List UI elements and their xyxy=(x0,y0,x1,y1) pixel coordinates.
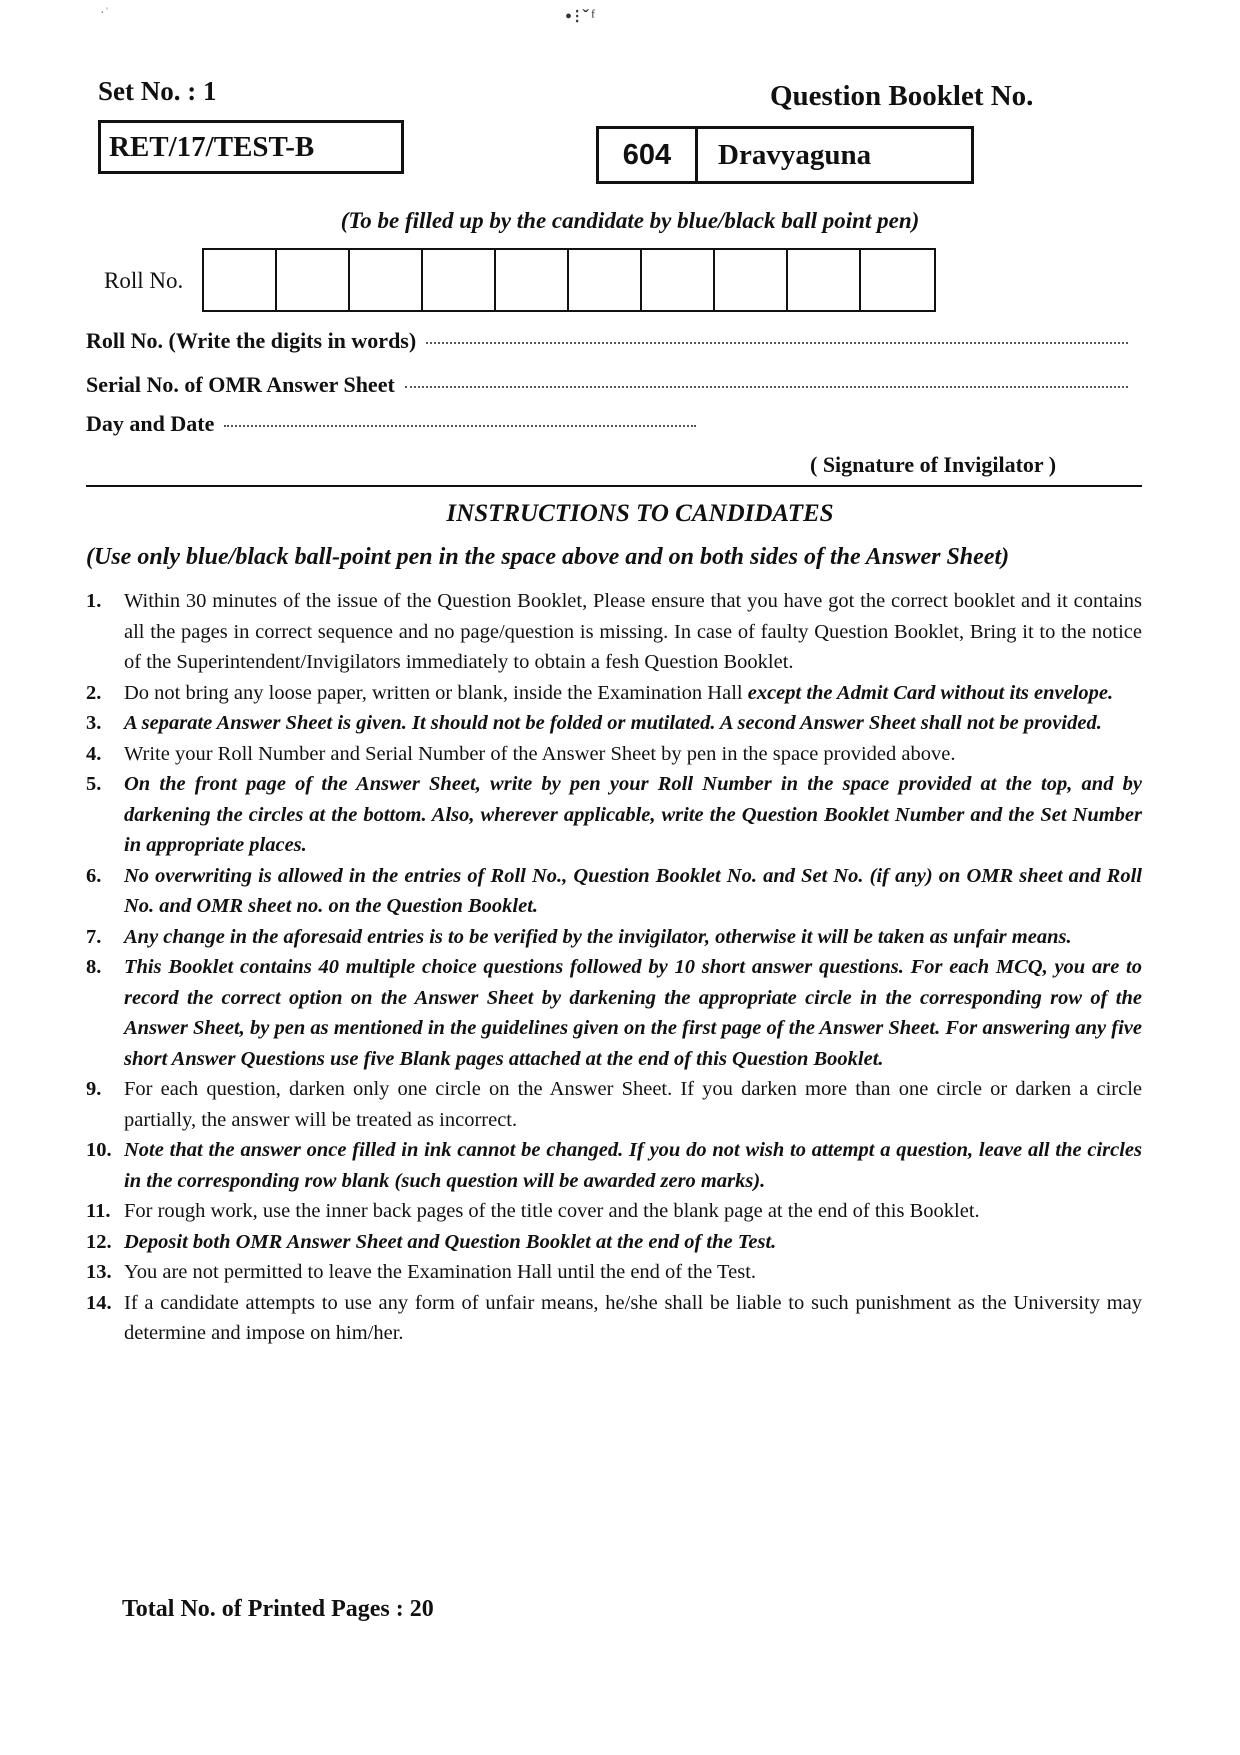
roll-no-digit-box[interactable] xyxy=(204,250,277,310)
instructions-list xyxy=(86,586,1142,1349)
instruction-emphasis-text: On the front page of the Answer Sheet, write by pen your Roll Number in the space provided at the top, and by darkening the circles at the bottom. Also, wherever applicable, write the Question Booklet Number and the Set Number in appropriate places. xyxy=(124,773,1142,856)
divider xyxy=(86,485,1142,487)
instruction-number: 2. xyxy=(86,681,102,704)
question-booklet-label: Question Booklet No. xyxy=(770,80,1034,112)
instruction-emphasis-text: Any change in the aforesaid entries is to be verified by the invigilator, otherwise it will be taken as unfair means. xyxy=(124,925,1072,948)
instruction-text xyxy=(124,1196,1142,1227)
roll-no-digit-box[interactable] xyxy=(496,250,569,310)
set-number: Set No. : 1 xyxy=(98,76,217,106)
total-printed-pages: Total No. of Printed Pages : 20 xyxy=(122,1596,434,1622)
instruction-number: 8. xyxy=(86,956,102,978)
instruction-item xyxy=(86,1135,1142,1196)
instruction-emphasis-text: A separate Answer Sheet is given. It should not be folded or mutilated. A second Answer Sheet shall not be provided. xyxy=(124,712,1102,734)
instruction-text xyxy=(124,1135,1142,1196)
instruction-item xyxy=(86,861,1142,922)
instructions-title: INSTRUCTIONS TO CANDIDATES xyxy=(446,500,834,527)
instruction-text xyxy=(124,922,1142,953)
instruction-text xyxy=(124,952,1142,1074)
instruction-text xyxy=(124,1288,1142,1349)
subject-box xyxy=(596,126,974,184)
roll-no-digit-box[interactable] xyxy=(642,250,715,310)
instruction-text xyxy=(124,1074,1142,1135)
instruction-number: 9. xyxy=(86,1078,102,1100)
instruction-plain-text: You are not permitted to leave the Examination Hall until the end of the Test. xyxy=(124,1261,757,1283)
day-date-line xyxy=(86,411,696,437)
instruction-text xyxy=(124,586,1142,678)
instruction-item xyxy=(86,1074,1142,1135)
subject-code: 604 xyxy=(599,129,698,181)
instruction-emphasis-text: Note that the answer once filled in ink cannot be changed. If you do not wish to attempt a question, leave all the circles in the corresponding row blank (such question will be awarded zero marks). xyxy=(124,1139,1142,1192)
instruction-item xyxy=(86,1257,1142,1288)
instruction-text xyxy=(124,708,1142,739)
instruction-number: 7. xyxy=(86,925,102,948)
instruction-item xyxy=(86,739,1142,770)
instruction-number: 14. xyxy=(86,1291,112,1314)
day-date-field[interactable] xyxy=(224,425,696,427)
serial-label: Serial No. of OMR Answer Sheet xyxy=(86,372,395,397)
serial-field[interactable] xyxy=(405,386,1128,388)
instruction-emphasis-text: Deposit both OMR Answer Sheet and Question Booklet at the end of the Test. xyxy=(124,1230,777,1253)
roll-no-digit-box[interactable] xyxy=(861,250,934,310)
roll-no-digit-box[interactable] xyxy=(350,250,423,310)
instruction-text xyxy=(124,1257,1142,1288)
scan-artifact: •⁝ˇᶠ xyxy=(565,6,598,28)
instruction-item xyxy=(86,769,1142,861)
instruction-plain-text: For each question, darken only one circle on the Answer Sheet. If you darken more than one circle or darken a circle partially, the answer will be treated as incorrect. xyxy=(124,1078,1142,1131)
roll-no-digit-box[interactable] xyxy=(569,250,642,310)
roll-no-digit-box[interactable] xyxy=(715,250,788,310)
instruction-number: 10. xyxy=(86,1139,112,1161)
instruction-plain-text: Write your Roll Number and Serial Number of the Answer Sheet by pen in the space provided above. xyxy=(124,742,956,765)
roll-no-digit-box[interactable] xyxy=(277,250,350,310)
instruction-plain-text: Within 30 minutes of the issue of the Question Booklet, Please ensure that you have got the correct booklet and it contains all the pages in correct sequence and no page/question is missing. In case of faulty Question Booklet, Bring it to the notice of the Superintendent/Invigilators immediately to obtain a fesh Question Booklet. xyxy=(124,590,1142,673)
scan-artifact: ·ˈ xyxy=(100,6,110,21)
roll-no-label: Roll No. xyxy=(104,268,184,293)
day-date-label: Day and Date xyxy=(86,411,215,436)
instruction-text xyxy=(124,739,1142,770)
instruction-item xyxy=(86,586,1142,678)
instruction-number: 1. xyxy=(86,590,102,612)
test-code-box xyxy=(98,120,404,174)
serial-line xyxy=(86,372,1128,398)
instruction-number: 3. xyxy=(86,712,102,734)
instruction-item xyxy=(86,1288,1142,1349)
instruction-text xyxy=(124,678,1142,709)
instruction-plain-text: For rough work, use the inner back pages of the title cover and the blank page at the end of this Booklet. xyxy=(124,1200,980,1222)
instruction-text xyxy=(124,769,1142,861)
test-code: RET/17/TEST-B xyxy=(109,130,315,163)
fill-note: (To be filled up by the candidate by blue/black ball point pen) xyxy=(340,208,920,233)
instruction-number: 13. xyxy=(86,1261,112,1283)
invigilator-signature-label: ( Signature of Invigilator ) xyxy=(810,452,1057,477)
instruction-item xyxy=(86,952,1142,1074)
roll-no-grid xyxy=(202,248,936,312)
instruction-item xyxy=(86,1196,1142,1227)
instruction-number: 12. xyxy=(86,1230,112,1253)
instruction-emphasis-text: except the Admit Card without its envelope. xyxy=(742,681,1114,704)
instruction-emphasis-text: No overwriting is allowed in the entries of Roll No., Question Booklet No. and Set No. (if any) on OMR sheet and Roll No. and OMR sheet no. on the Question Booklet. xyxy=(124,864,1142,917)
instruction-item xyxy=(86,708,1142,739)
instruction-item xyxy=(86,1227,1142,1258)
instruction-item xyxy=(86,922,1142,953)
roll-words-label: Roll No. (Write the digits in words) xyxy=(86,328,417,353)
instruction-number: 4. xyxy=(86,742,102,765)
instruction-number: 6. xyxy=(86,864,102,887)
roll-words-line xyxy=(86,328,1128,354)
instruction-text xyxy=(124,861,1142,922)
instruction-number: 5. xyxy=(86,773,102,795)
instructions-subtitle: (Use only blue/black ball-point pen in the space above and on both sides of the Answer Sheet) xyxy=(86,544,1010,570)
instruction-plain-text: If a candidate attempts to use any form of unfair means, he/she shall be liable to such punishment as the University may determine and impose on him/her. xyxy=(124,1291,1142,1344)
subject-name: Dravyaguna xyxy=(718,138,872,171)
instruction-item xyxy=(86,678,1142,709)
instruction-emphasis-text: This Booklet contains 40 multiple choice questions followed by 10 short answer questions. For each MCQ, you are to record the correct option on the Answer Sheet by darkening the appropriate circle in the corresponding row of the Answer Sheet, by pen as mentioned in the guidelines given on the first page of the Answer Sheet. For answering any five short Answer Questions use five Blank pages attached at the end of this Question Booklet. xyxy=(124,956,1142,1070)
roll-no-digit-box[interactable] xyxy=(423,250,496,310)
roll-no-digit-box[interactable] xyxy=(788,250,861,310)
instruction-text xyxy=(124,1227,1142,1258)
instruction-number: 11. xyxy=(86,1200,111,1222)
instruction-plain-text: Do not bring any loose paper, written or blank, inside the Examination Hall xyxy=(124,681,743,704)
roll-words-field[interactable] xyxy=(426,342,1128,344)
